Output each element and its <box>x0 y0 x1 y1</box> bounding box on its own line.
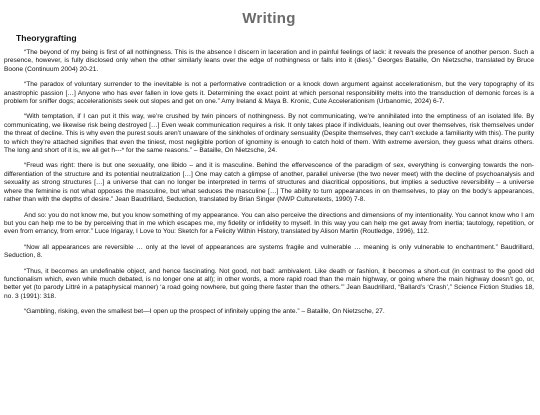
quote-paragraph-4: “Freud was right: there is but one sexuality, one libido – and it is masculine. Behind the effervescence of the paradigm of sex, everything is converging towards the non-differentiation of the structure and its potential neutralization […] One may catch a glimpse of another, parallel universe (the two never meet) with the decline of psychoanalysis and sexuality as strong structures […] a universe that can no longer be interpreted in terms of structures and diacritical oppositions, but implies a seductive reversibility – a universe where the feminine is not what opposes the masculine, but what seduces the masculine […] The ability to turn appearances in on themselves, to play on the body’s appearances, rather than with the depths of desire.” Jean Baudrillard, Seduction, translated by Brian Singer (NWP Culturetexts, 1990) 7-8. <box>4 162 534 204</box>
quote-paragraph-6: “Now all appearances are reversible … only at the level of appearances are systems fragile and vulnerable … meaning is only vulnerable to enchantment.” Baudrillard, Seduction, 8. <box>4 243 534 260</box>
quote-paragraph-2: “The paradox of voluntary surrender to the inevitable is not a performative contradiction or a knock down argument against accelerationism, but the very topography of its anastrophic passion […] Anyone who has ever fallen in love gets it. Determining the exact point at which personal responsibility melts into the transduction of demonic forces is a problem for sniffer dogs; accelerationists seek out slopes and get on one.” Amy Ireland & Maya B. Kronic, Cute Accelerationism (Urbanomic, 2024) 6-7. <box>4 81 534 106</box>
page-title: Writing <box>242 10 296 27</box>
quote-paragraph-5: And so: you do not know me, but you know something of my appearance. You can also perceive the directions and dimensions of my intentionality. You cannot know who I am but you can help me to be by perceiving that in me which escapes me, my fidelity or infidelity to myself. In this way you can help me get away from inertia; tautology, repetition, or even from errancy, from error.” Luce Irigaray, I Love to You: Sketch for a Felicity Within History, translated by Alison Martin (Routledge, 1996), 112. <box>4 211 534 236</box>
quote-paragraph-8: “Gambling, risking, even the smallest bet—I open up the prospect of infinitely upping the ante.” – Bataille, On Nietzsche, 27. <box>24 308 385 316</box>
quote-paragraph-1: “The beyond of my being is first of all nothingness. This is the absence I discern in laceration and in painful feelings of lack: it reveals the presence of another person. Such a presence, however, is fully disclosed only when the other similarly leans over the edge of nothingness or falls into it (dies).” Georges Bataille, On Nietzsche, translated by Bruce Boone (Continuum 2004) 20-21. <box>4 49 534 73</box>
quote-paragraph-7: “Thus, it becomes an undefinable object, and hence fascinating. Not good, not bad: ambivalent. Like death or fashion, it becomes a short-cut (in contrast to the good old functionalism which, even while much debated, is no longer one at all); in other words, a more rapid road than the main highway, or going where the main highway doesn’t go, or, better yet (to parody Littré in a pataphysical manner) ‘a road going nowhere, but going there faster than the others.’” Jean Baudrillard, “Ballard’s ‘Crash’,” Science Fiction Studies 18, no. 3 (1991): 318. <box>4 267 534 300</box>
document-page <box>0 10 540 415</box>
section-heading: Theorygrafting <box>16 33 77 43</box>
quote-paragraph-3: “With temptation, if I can put it this way, we’re crushed by twin pincers of nothingness. By not communicating, we’re annihilated into the emptiness of an isolated life. By communicating, we likewise risk being destroyed […] Even weak communication requires a risk. It only takes place if individuals, leaning out over themselves, risk themselves under the threat of decline. This is why even the purest souls aren’t unaware of the sinkholes of ordinary sensuality (Despite themselves, they can’t exclude a familiarity with this). The purity to which they’re attached signifies that even the tiniest, most negligible portion of ignominy is enough to catch hold of them. With extreme aversion, they guess what drains others. The long and short of it is, we all get h---* for the same reasons.” – Bataille, On Nietzsche, 24. <box>4 113 534 155</box>
